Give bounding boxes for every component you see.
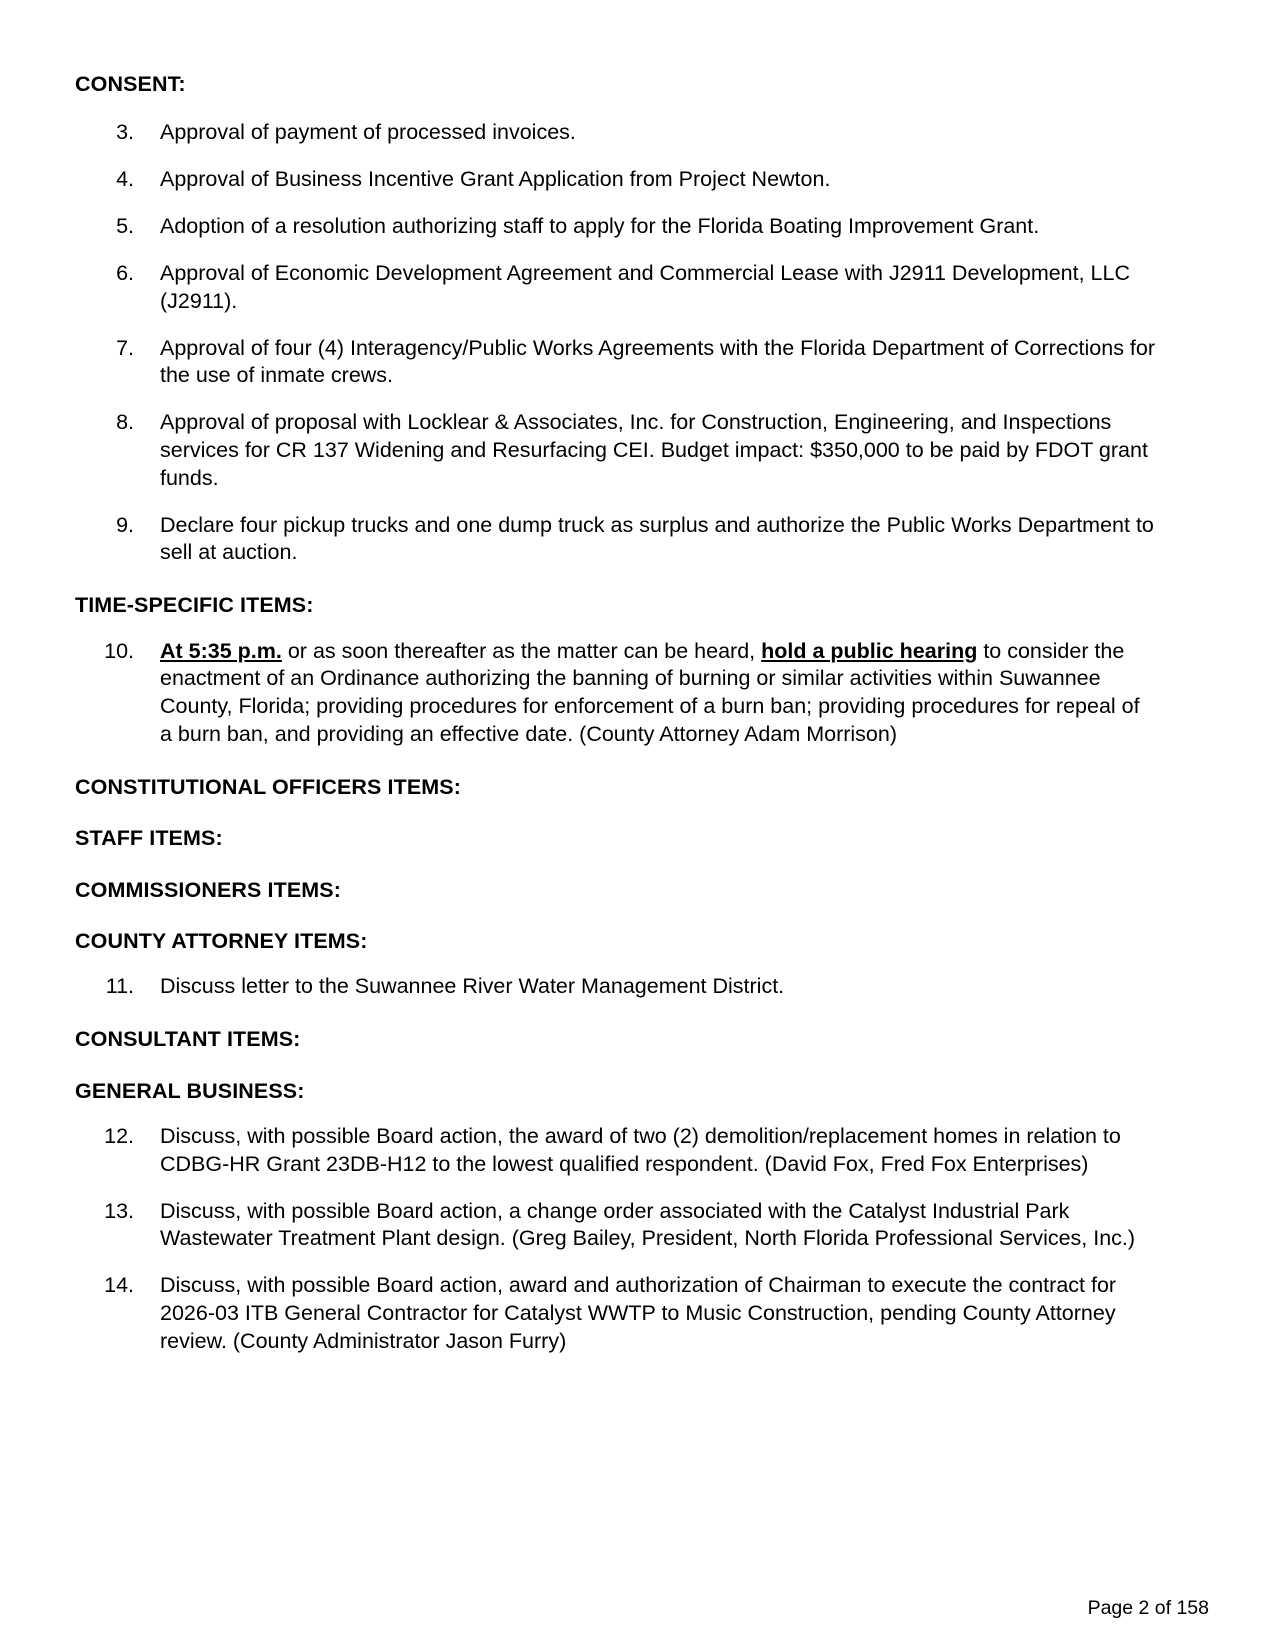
- section-staff: [75, 826, 1155, 851]
- section-heading-commissioners: COMMISSIONERS ITEMS:: [75, 877, 341, 902]
- agenda-item-text: Approval of Economic Development Agreement and Commercial Lease with J2911 Development, LLC (J2911).: [160, 260, 1130, 313]
- section-heading-time-specific: TIME-SPECIFIC ITEMS:: [75, 593, 314, 618]
- agenda-item: [75, 1198, 1155, 1254]
- section-commissioners: [75, 878, 1155, 903]
- agenda-item-number: 7.: [116, 335, 134, 360]
- agenda-item: [75, 409, 1155, 492]
- agenda-item-number: 11.: [105, 974, 134, 999]
- agenda-item-text: Adoption of a resolution authorizing staff to apply for the Florida Boating Improvement Grant.: [160, 214, 1040, 239]
- agenda-item-text: Discuss letter to the Suwannee River Water Management District.: [160, 974, 785, 999]
- agenda-item-text-part-1: or as soon thereafter as the matter can be heard,: [281, 638, 762, 663]
- agenda-item: [75, 638, 1155, 749]
- agenda-item-emphasis-action: hold a public hearing: [761, 638, 978, 663]
- section-heading-general-business: GENERAL BUSINESS:: [75, 1078, 305, 1103]
- agenda-item: [75, 512, 1155, 568]
- agenda-item: [75, 119, 1155, 147]
- agenda-item-text: Approval of four (4) Interagency/Public Works Agreements with the Florida Department of Corrections for the use of inmate crews.: [160, 335, 1156, 388]
- agenda-item: [75, 973, 1155, 1001]
- agenda-item-text: Approval of proposal with Locklear & Associates, Inc. for Construction, Engineering, and Inspections services for CR 137 Widening and Resurfacing CEI. Budget impact: $350,000 to be paid by FDOT grant funds.: [160, 410, 1148, 490]
- section-time-specific: [75, 593, 1155, 749]
- agenda-item-number: 4.: [116, 167, 134, 192]
- agenda-item: [75, 1272, 1155, 1355]
- agenda-item-text: Approval of payment of processed invoices.: [160, 120, 576, 145]
- general-business-item-list: [75, 1123, 1155, 1356]
- section-heading-staff: STAFF ITEMS:: [75, 826, 223, 851]
- agenda-item-number: 5.: [116, 214, 134, 239]
- section-general-business: [75, 1079, 1155, 1356]
- section-constitutional-officers: [75, 775, 1155, 800]
- agenda-item-number: 3.: [116, 120, 134, 145]
- agenda-item-emphasis-time: At 5:35 p.m.: [160, 638, 282, 663]
- consent-item-list: [75, 119, 1155, 567]
- section-heading-constitutional-officers: CONSTITUTIONAL OFFICERS ITEMS:: [75, 774, 462, 799]
- section-county-attorney: [75, 929, 1155, 1001]
- agenda-item: [75, 213, 1155, 241]
- section-heading-consultant: CONSULTANT ITEMS:: [75, 1027, 301, 1052]
- agenda-item-text: Discuss, with possible Board action, the award of two (2) demolition/replacement homes in relation to CDBG-HR Grant 23DB-H12 to the lowest qualified respondent. (David Fox, Fred Fox Enterprises): [160, 1123, 1121, 1176]
- agenda-item-text: Discuss, with possible Board action, a change order associated with the Catalyst Industrial Park Wastewater Treatment Plant design. (Greg Bailey, President, North Florida Professional Services, Inc.): [160, 1198, 1136, 1251]
- document-body: [75, 72, 1155, 1356]
- section-consultant: [75, 1027, 1155, 1052]
- section-consent: [75, 72, 1155, 567]
- agenda-item-number: 8.: [116, 410, 134, 435]
- agenda-item-number: 12.: [104, 1123, 134, 1148]
- agenda-item-text: [160, 638, 1155, 749]
- section-heading-county-attorney: COUNTY ATTORNEY ITEMS:: [75, 929, 368, 954]
- agenda-item: [75, 260, 1155, 316]
- agenda-item: [75, 1123, 1155, 1179]
- agenda-item-number: 9.: [116, 512, 134, 537]
- agenda-item: [75, 335, 1155, 391]
- agenda-item-number: 14.: [104, 1273, 134, 1298]
- page-footer: [1088, 1597, 1209, 1620]
- page-number-label: Page 2 of 158: [1087, 1596, 1209, 1619]
- agenda-item: [75, 166, 1155, 194]
- agenda-item-text: Approval of Business Incentive Grant Application from Project Newton.: [160, 167, 831, 192]
- agenda-item-text: Discuss, with possible Board action, award and authorization of Chairman to execute the contract for 2026-03 ITB General Contractor for Catalyst WWTP to Music Construction, pending County Attorney review. (County Administrator Jason Furry): [160, 1273, 1117, 1353]
- agenda-item-number: 10.: [104, 638, 134, 663]
- agenda-item-text: Declare four pickup trucks and one dump truck as surplus and authorize the Public Works Department to sell at auction.: [160, 512, 1154, 565]
- county-attorney-item-list: [75, 973, 1155, 1001]
- agenda-item-number: 13.: [104, 1198, 134, 1223]
- agenda-item-text-part-2: to consider the enactment of an Ordinance authorizing the banning of burning or similar activities within Suwannee County, Florida; providing procedures for enforcement of a burn ban; providing procedures for repeal of a burn ban, and providing an effective date. (County Attorney Adam Morrison): [160, 638, 1140, 747]
- section-heading-consent: CONSENT:: [75, 72, 186, 96]
- time-specific-item-list: [75, 638, 1155, 749]
- agenda-item-number: 6.: [116, 260, 134, 285]
